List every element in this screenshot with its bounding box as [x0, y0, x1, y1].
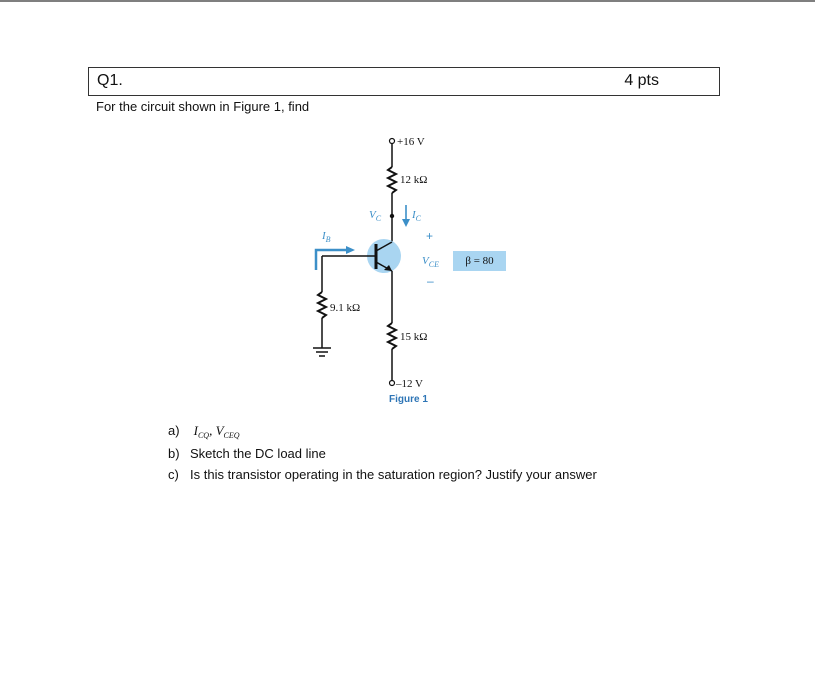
bottom-terminal [390, 381, 395, 386]
collector-resistor [388, 167, 396, 193]
beta-value-box: β = 80 [453, 251, 506, 271]
item-a-quantities: $I_{CQ}$, $V_{CEQ}$ [193, 423, 240, 440]
circuit-figure [300, 125, 540, 410]
question-number: Q1. [97, 72, 123, 89]
top-rule [0, 0, 815, 2]
ic-label: $I_C$ [412, 209, 422, 223]
supply-bottom-label: –12 V [396, 378, 423, 390]
top-terminal [390, 139, 395, 144]
emitter-resistor [388, 323, 396, 349]
question-header [88, 67, 720, 96]
vc-label: $V_C$ [369, 209, 382, 223]
figure-caption: Figure 1 [389, 394, 428, 405]
base-resistor-label: 9.1 kΩ [330, 302, 361, 314]
base-resistor [318, 292, 326, 318]
collector-node [390, 214, 394, 218]
ic-arrow [402, 219, 410, 227]
vce-plus-sign: + [426, 229, 434, 243]
emitter-resistor-label: 15 kΩ [400, 331, 428, 343]
vce-label: $V_{CE}$ [422, 255, 439, 269]
collector-resistor-label: 12 kΩ [400, 174, 428, 186]
question-points: 4 pts [624, 72, 659, 89]
item-c: c) Is this transistor operating in the saturation region? Justify your answer [168, 467, 597, 482]
vce-minus-sign: – [427, 274, 434, 288]
supply-top-label: +16 V [397, 136, 425, 148]
ib-arrow [346, 246, 355, 254]
question-prompt: For the circuit shown in Figure 1, find [96, 99, 310, 114]
item-a: a) $I_{CQ}$, $V_{CEQ}$ [168, 423, 240, 440]
ib-label: $I_B$ [322, 230, 331, 244]
item-b: b) Sketch the DC load line [168, 446, 326, 461]
